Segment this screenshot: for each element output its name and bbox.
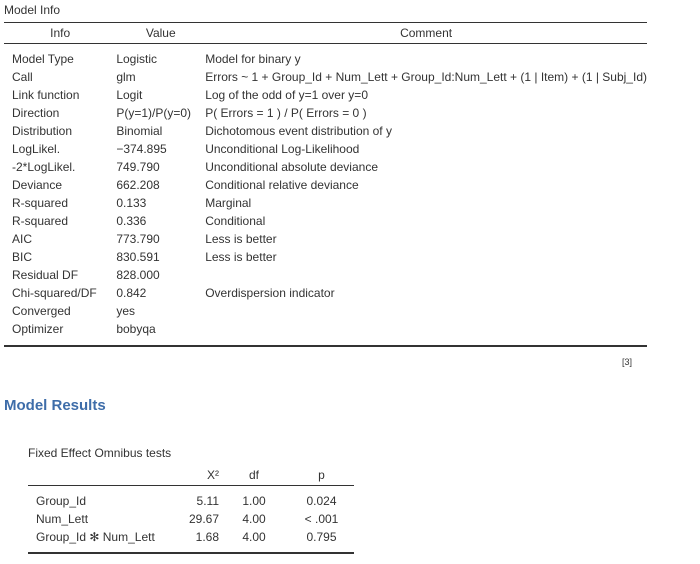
- omnibus-p-cell: 0.795: [289, 528, 354, 553]
- row-comment-cell: Overdispersion indicator: [205, 286, 335, 300]
- row-comment-cell: Conditional relative deviance: [205, 178, 359, 192]
- row-comment-cell: Log of the odd of y=1 over y=0: [205, 88, 368, 102]
- table-row: [4, 266, 647, 284]
- omnibus-col-header-df: df: [219, 465, 289, 486]
- omnibus-x2-cell: 1.68: [166, 528, 219, 553]
- row-value-cell: 749.790: [116, 160, 160, 174]
- col-header-comment: Comment: [205, 23, 647, 44]
- row-value-cell: 0.842: [116, 286, 147, 300]
- row-info-cell: -2*LogLikel.: [12, 160, 76, 174]
- col-header-value: Value: [116, 23, 205, 44]
- row-info-cell: AIC: [12, 232, 33, 246]
- omnibus-df-cell: 4.00: [242, 512, 266, 526]
- omnibus-p-cell: < .001: [304, 512, 339, 526]
- row-info-cell: Direction: [12, 106, 60, 120]
- omnibus-table-title: Fixed Effect Omnibus tests: [28, 446, 172, 460]
- table-row: [28, 528, 354, 553]
- model-results-heading: Model Results: [4, 397, 106, 414]
- row-info-cell: R-squared: [12, 214, 69, 228]
- omnibus-table: [28, 465, 354, 554]
- row-info-cell: LogLikel.: [12, 142, 61, 156]
- table-row: [4, 68, 647, 86]
- row-value-cell: Logistic: [116, 52, 157, 66]
- row-info-cell: R-squared: [12, 196, 69, 210]
- row-info-cell: Converged: [12, 304, 71, 318]
- table-row: [4, 248, 647, 266]
- row-comment-cell: Errors ~ 1 + Group_Id + Num_Lett + Group_Id:Num_Lett + (1 | Item) + (1 | Subj_Id): [205, 70, 647, 84]
- table-row: [4, 320, 647, 346]
- omnibus-term-cell: Num_Lett: [36, 512, 89, 526]
- row-comment-cell: Less is better: [205, 250, 277, 264]
- row-value-cell: 828.000: [116, 268, 160, 282]
- row-value-cell: 0.133: [116, 196, 147, 210]
- table-row: [4, 230, 647, 248]
- omnibus-term-cell: Group_Id ✻ Num_Lett: [28, 528, 166, 553]
- row-comment-cell: Dichotomous event distribution of y: [205, 124, 392, 138]
- row-info-cell: Deviance: [12, 178, 63, 192]
- row-info-cell: Call: [12, 70, 33, 84]
- omnibus-header-row: [28, 465, 354, 486]
- table-row: [4, 284, 647, 302]
- row-comment-cell: [205, 320, 647, 346]
- table-row: [4, 194, 647, 212]
- table-row: [4, 86, 647, 104]
- model-info-table: [4, 22, 647, 347]
- row-value-cell: glm: [116, 70, 136, 84]
- omnibus-df-cell: 4.00: [219, 528, 289, 553]
- table-row: [28, 510, 354, 528]
- model-info-title: Model Info: [4, 3, 61, 17]
- row-value-cell: 662.208: [116, 178, 160, 192]
- row-value-cell: Logit: [116, 88, 143, 102]
- omnibus-col-header-term: [28, 465, 166, 486]
- row-comment-cell: Unconditional Log-Likelihood: [205, 142, 360, 156]
- row-value-cell: −374.895: [116, 142, 167, 156]
- row-info-cell: BIC: [12, 250, 33, 264]
- row-info-cell: Model Type: [12, 52, 74, 66]
- table-row: [4, 140, 647, 158]
- omnibus-col-header-x2: X²: [166, 465, 219, 486]
- row-comment-cell: [205, 266, 647, 284]
- row-comment-cell: Conditional: [205, 214, 266, 228]
- row-value-cell: Binomial: [116, 124, 163, 138]
- omnibus-col-header-p: p: [289, 465, 354, 486]
- row-comment-cell: Marginal: [205, 196, 252, 210]
- row-info-cell: Residual DF: [12, 268, 79, 282]
- omnibus-term-cell: Group_Id: [36, 494, 87, 508]
- omnibus-x2-cell: 29.67: [188, 512, 219, 526]
- row-comment-cell: Unconditional absolute deviance: [205, 160, 378, 174]
- row-value-cell: bobyqa: [116, 320, 205, 346]
- row-value-cell: yes: [116, 304, 135, 318]
- omnibus-x2-cell: 5.11: [196, 494, 219, 508]
- row-comment-cell: Model for binary y: [205, 52, 301, 66]
- model-info-header-row: [4, 23, 647, 44]
- row-comment-cell: [205, 302, 647, 320]
- table-row: [4, 158, 647, 176]
- row-value-cell: P(y=1)/P(y=0): [116, 106, 192, 120]
- table-row: [4, 44, 647, 69]
- row-value-cell: 0.336: [116, 214, 147, 228]
- table-row: [4, 176, 647, 194]
- row-comment-cell: P( Errors = 1 ) / P( Errors = 0 ): [205, 106, 367, 120]
- row-info-cell: Chi-squared/DF: [12, 286, 97, 300]
- table-row: [4, 122, 647, 140]
- row-comment-cell: Less is better: [205, 232, 277, 246]
- row-info-cell: Distribution: [12, 124, 73, 138]
- table-row: [28, 486, 354, 511]
- omnibus-p-cell: 0.024: [306, 494, 337, 508]
- table-row: [4, 104, 647, 122]
- table-footnote-ref: [3]: [622, 357, 633, 367]
- omnibus-df-cell: 1.00: [242, 494, 266, 508]
- row-info-cell: Link function: [12, 88, 80, 102]
- row-value-cell: 830.591: [116, 250, 160, 264]
- table-row: [4, 212, 647, 230]
- row-value-cell: 773.790: [116, 232, 160, 246]
- col-header-info: Info: [4, 23, 116, 44]
- table-row: [4, 302, 647, 320]
- row-info-cell: Optimizer: [4, 320, 116, 346]
